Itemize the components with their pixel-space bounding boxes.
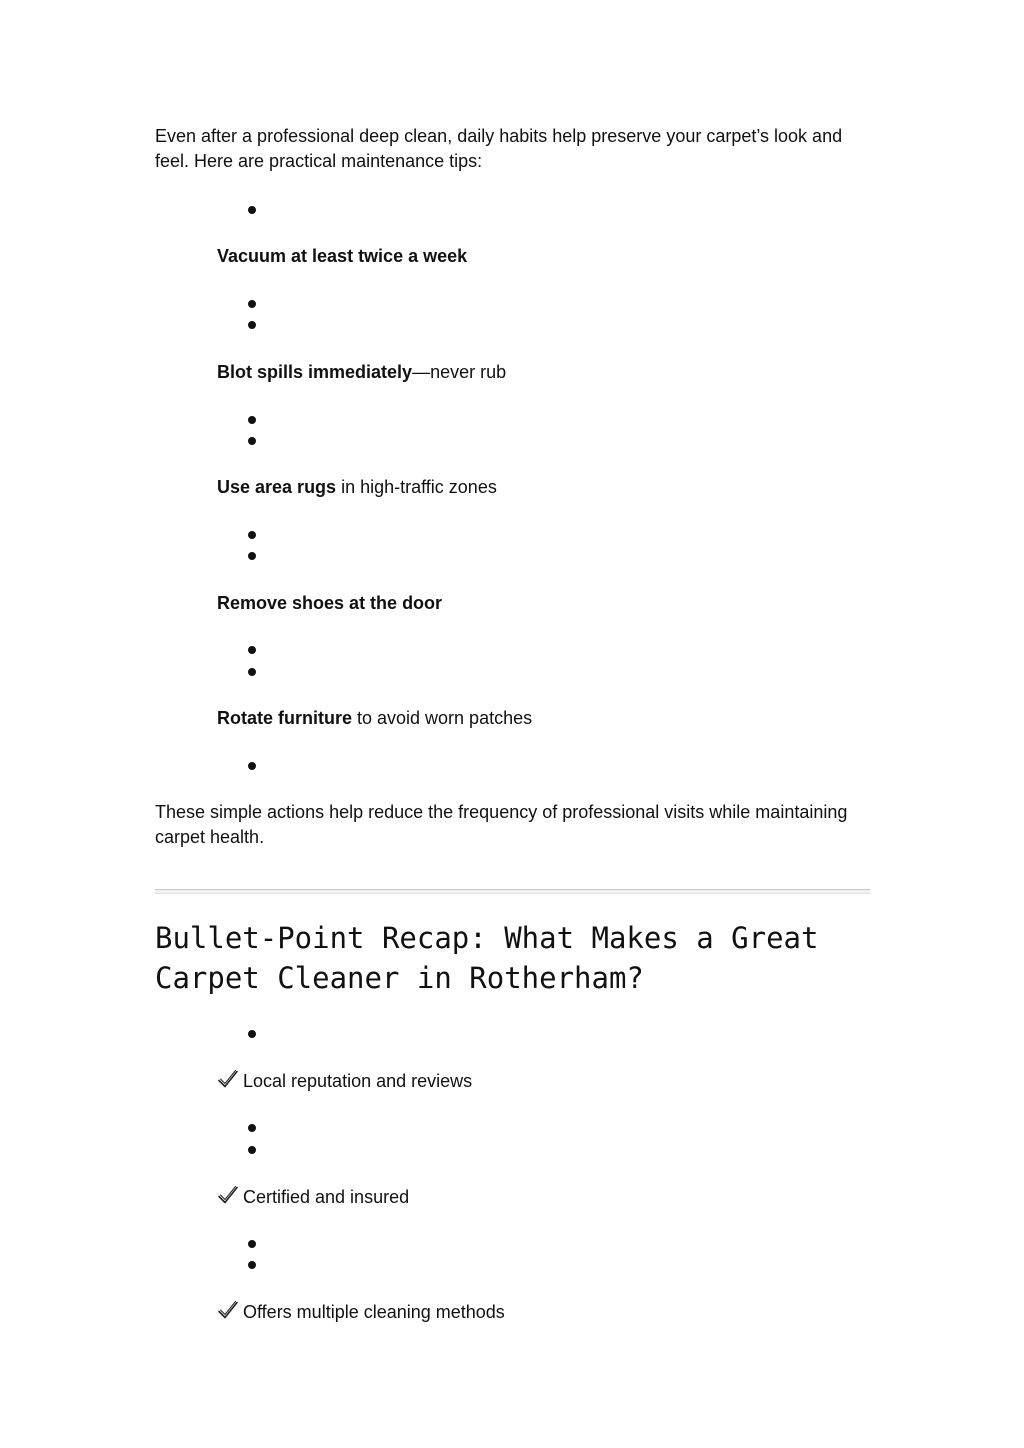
recap-item-label: Local reputation and reviews [243, 1071, 473, 1091]
list-bullet [248, 437, 256, 445]
list-bullet [248, 206, 256, 214]
tip-item-blot-spills [217, 360, 506, 384]
tip-item-vacuum [217, 244, 467, 268]
list-bullet [248, 1261, 256, 1269]
list-bullet [248, 321, 256, 329]
outro-paragraph: These simple actions help reduce the frequency of professional visits while maintaining carpet health. [155, 802, 848, 847]
tip-bold: Remove shoes at the door [217, 593, 443, 613]
list-bullet [248, 668, 256, 676]
recap-item-certified [217, 1184, 409, 1209]
list-bullet [248, 646, 256, 654]
recap-item-label: Offers multiple cleaning methods [243, 1302, 505, 1322]
recap-item-methods [217, 1299, 505, 1324]
list-bullet [248, 1240, 256, 1248]
tip-bold: Rotate furniture [217, 708, 352, 728]
check-mark-icon [217, 1299, 239, 1321]
tip-bold: Vacuum at least twice a week [217, 246, 468, 266]
tip-rest: to avoid worn patches [352, 708, 533, 728]
list-bullet [248, 531, 256, 539]
list-bullet [248, 1146, 256, 1154]
tip-item-remove-shoes [217, 591, 442, 615]
tip-rest: —never rub [412, 362, 507, 382]
list-bullet [248, 1124, 256, 1132]
intro-paragraph: Even after a professional deep clean, daily habits help preserve your carpet’s look and feel. Here are practical maintenance tips: [155, 126, 843, 171]
tip-item-rotate-furniture [217, 706, 532, 730]
check-mark-icon [217, 1068, 239, 1090]
tip-bold: Blot spills immediately [217, 362, 413, 382]
tip-rest: in high-traffic zones [336, 477, 497, 497]
tip-item-area-rugs [217, 475, 497, 499]
list-bullet [248, 416, 256, 424]
check-mark-icon [217, 1184, 239, 1206]
horizontal-divider [155, 889, 870, 894]
tip-bold: Use area rugs [217, 477, 337, 497]
recap-item-label: Certified and insured [243, 1187, 410, 1207]
list-bullet [248, 552, 256, 560]
list-bullet [248, 1030, 256, 1038]
list-bullet [248, 300, 256, 308]
recap-heading: Bullet-Point Recap: What Makes a Great Carpet Cleaner in Rotherham? [155, 921, 819, 995]
list-bullet [248, 762, 256, 770]
recap-item-reputation [217, 1068, 472, 1093]
